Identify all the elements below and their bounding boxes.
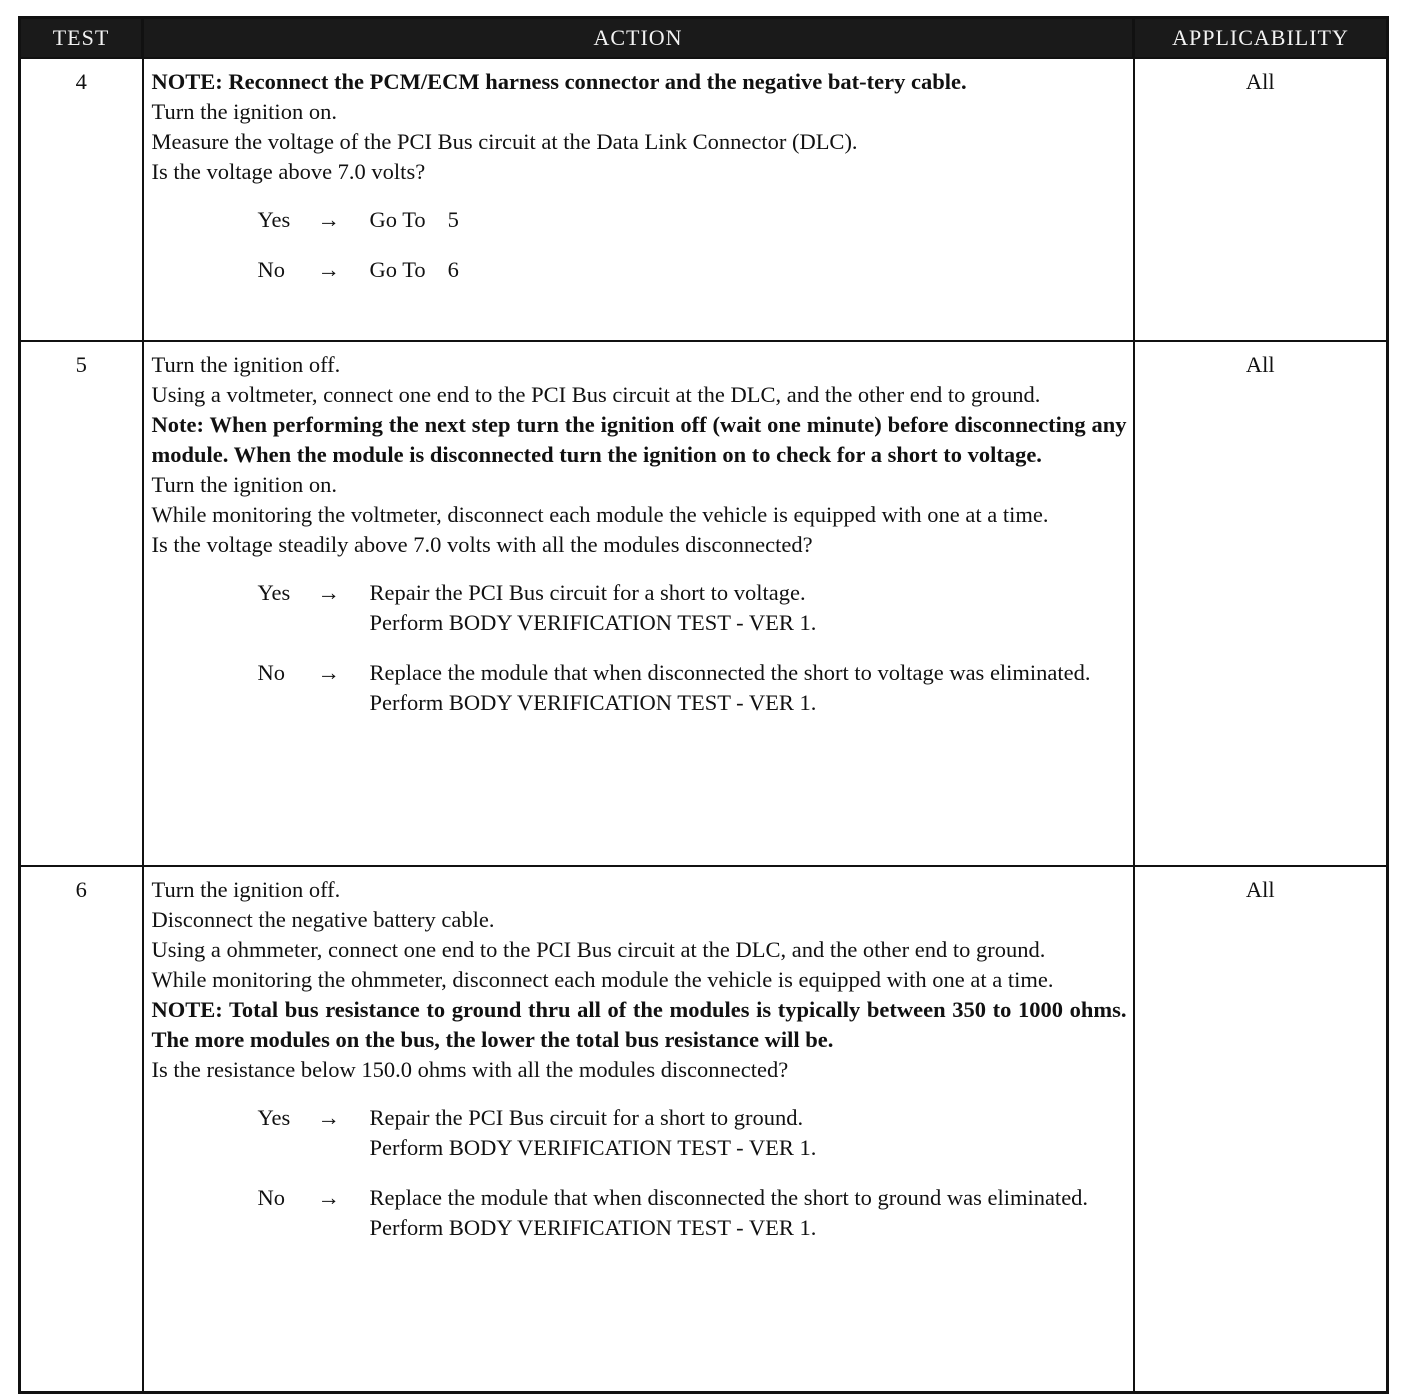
answer-yes (258, 1103, 1127, 1163)
applicability-value: All (1134, 866, 1388, 1393)
arrow-icon: → (317, 660, 340, 685)
header-action: ACTION (143, 18, 1134, 59)
answer-label: Yes (257, 207, 291, 232)
answer-text: Replace the module that when disconnected the short to ground was eliminated. (369, 1185, 1089, 1210)
action-cell (143, 58, 1134, 341)
action-line: While monitoring the voltmeter, disconnect each module the vehicle is equipped with one at a time. (151, 502, 1049, 527)
answer-text: Perform BODY VERIFICATION TEST - VER 1. (369, 610, 817, 635)
table-header (20, 18, 1388, 59)
arrow-icon: → (317, 1185, 340, 1210)
arrow-icon: → (317, 1105, 340, 1130)
note-text: NOTE: Reconnect the PCM/ECM harness connector and the negative bat-tery cable. (151, 69, 967, 94)
action-cell (143, 341, 1134, 866)
goto-step: 5 (447, 207, 459, 232)
answer-label: No (257, 660, 285, 685)
table-row (20, 866, 1388, 1393)
action-line: While monitoring the ohmmeter, disconnect each module the vehicle is equipped with one at a time. (151, 967, 1054, 992)
diagnostic-test-table (18, 16, 1389, 1394)
action-line: Using a voltmeter, connect one end to the PCI Bus circuit at the DLC, and the other end to ground. (151, 382, 1041, 407)
arrow-icon: → (317, 580, 340, 605)
action-line: Turn the ignition on. (151, 99, 337, 124)
answer-text: Repair the PCI Bus circuit for a short to voltage. (369, 580, 806, 605)
note-text: NOTE: Total bus resistance to ground thru all of the modules is typically between 350 to 1000 ohms. The more modules on the bus, the lower the total bus resistance will be. (151, 997, 1127, 1052)
answer-no (258, 255, 1127, 285)
goto-text: Go To (369, 257, 426, 282)
answer-body (370, 1183, 1127, 1243)
action-line: Turn the ignition off. (151, 877, 341, 902)
test-number: 5 (20, 341, 143, 866)
answer-no (258, 658, 1127, 718)
answer-label: No (257, 257, 285, 282)
arrow-icon: → (317, 257, 340, 282)
action-line: Turn the ignition on. (151, 472, 337, 497)
action-line: Is the voltage steadily above 7.0 volts with all the modules disconnected? (151, 532, 813, 557)
test-number: 4 (20, 58, 143, 341)
answer-label: No (257, 1185, 285, 1210)
applicability-value: All (1134, 341, 1388, 866)
header-applicability: APPLICABILITY (1134, 18, 1388, 59)
action-line: Disconnect the negative battery cable. (151, 907, 495, 932)
action-line: Is the voltage above 7.0 volts? (151, 159, 426, 184)
answer-text: Repair the PCI Bus circuit for a short to ground. (369, 1105, 804, 1130)
goto-step: 6 (447, 257, 459, 282)
applicability-value: All (1134, 58, 1388, 341)
arrow-icon: → (317, 207, 340, 232)
answer-text: Replace the module that when disconnected the short to voltage was eliminated. (369, 660, 1091, 685)
header-row (20, 18, 1388, 59)
table-row (20, 58, 1388, 341)
answer-no (258, 1183, 1127, 1243)
header-test: TEST (20, 18, 143, 59)
answer-yes (258, 205, 1127, 235)
action-line: Measure the voltage of the PCI Bus circuit at the Data Link Connector (DLC). (151, 129, 858, 154)
answer-text: Perform BODY VERIFICATION TEST - VER 1. (369, 1215, 817, 1240)
answer-body (370, 658, 1127, 718)
action-line: Using a ohmmeter, connect one end to the PCI Bus circuit at the DLC, and the other end to ground. (151, 937, 1046, 962)
answer-yes (258, 578, 1127, 638)
answer-body (370, 1103, 1127, 1163)
answer-body (370, 205, 1127, 235)
action-cell (143, 866, 1134, 1393)
note-text: Note: When performing the next step turn the ignition off (wait one minute) before disconnecting any module. When the module is disconnected turn the ignition on to check for a short to voltage. (151, 412, 1127, 467)
answer-text: Perform BODY VERIFICATION TEST - VER 1. (369, 1135, 817, 1160)
table-row (20, 341, 1388, 866)
answer-label: Yes (257, 580, 291, 605)
answer-text: Perform BODY VERIFICATION TEST - VER 1. (369, 690, 817, 715)
answer-body (370, 578, 1127, 638)
test-number: 6 (20, 866, 143, 1393)
goto-text: Go To (369, 207, 426, 232)
action-line: Turn the ignition off. (151, 352, 341, 377)
action-line: Is the resistance below 150.0 ohms with all the modules disconnected? (151, 1057, 789, 1082)
answer-label: Yes (257, 1105, 291, 1130)
answer-body (370, 255, 1127, 285)
